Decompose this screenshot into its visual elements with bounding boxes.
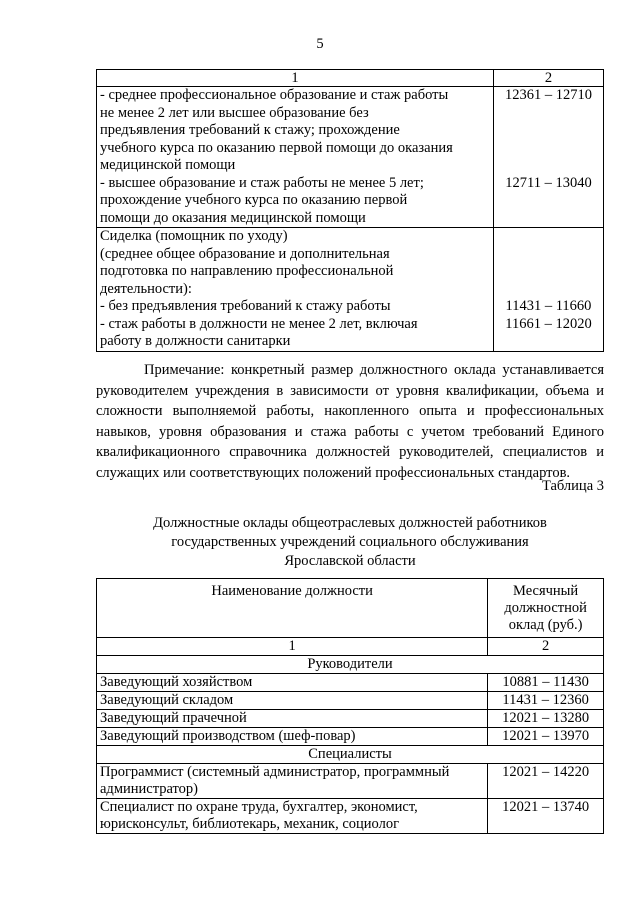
table-row xyxy=(97,228,604,352)
text-line: не менее 2 лет или высшее образование без xyxy=(100,104,369,121)
table-row xyxy=(97,728,604,746)
salary-range: 12361 – 12710 xyxy=(504,87,592,103)
text-line: медицинской помощи xyxy=(100,157,236,173)
salary-range: 12021 – 13740 xyxy=(488,799,604,834)
section-row xyxy=(97,746,604,764)
position-name xyxy=(97,764,488,799)
table-header-row xyxy=(97,70,604,87)
salary-range: 11431 – 12360 xyxy=(488,692,604,710)
text-line: Специалист по охране труда, бухгалтер, экономист, xyxy=(100,799,418,815)
position-name: Заведующий складом xyxy=(97,692,488,710)
salary-range: 11661 – 12020 xyxy=(505,315,592,332)
section-heading: Руководители xyxy=(97,656,604,674)
text-line: помощи до оказания медицинской помощи xyxy=(100,209,366,226)
text-line: - среднее профессиональное образование и стаж работы xyxy=(100,87,449,103)
salary-cell xyxy=(493,87,603,228)
column-number-1: 1 xyxy=(97,70,494,87)
text-line: - высшее образование и стаж работы не менее 5 лет; xyxy=(100,174,424,191)
text-line: Программист (системный администратор, программный xyxy=(100,764,450,780)
table-title xyxy=(96,514,604,571)
text-line: администратор) xyxy=(100,781,199,797)
text-line: учебного курса по оказанию первой помощи до оказания xyxy=(100,139,453,156)
column-number-row xyxy=(97,638,604,656)
header-line: должностной xyxy=(504,600,587,616)
column-number-2: 2 xyxy=(493,70,603,87)
note-paragraph xyxy=(96,360,604,483)
salary-range: 12021 – 13970 xyxy=(488,728,604,746)
table-header-row xyxy=(97,579,604,638)
requirements-cell xyxy=(97,87,494,228)
table-row xyxy=(97,87,604,228)
section-heading: Специалисты xyxy=(97,746,604,764)
position-name: Заведующий прачечной xyxy=(97,710,488,728)
title-line: Должностные оклады общеотраслевых должностей работников xyxy=(153,515,547,531)
qualification-table-continued xyxy=(96,69,604,352)
section-row xyxy=(97,656,604,674)
salary-range: 12711 – 13040 xyxy=(505,174,592,191)
text-line: подготовка по направлению профессиональной xyxy=(100,263,394,279)
text-line: - стаж работы в должности не менее 2 лет, включая xyxy=(100,315,418,332)
table-row xyxy=(97,710,604,728)
note-text: Примечание: конкретный размер должностного оклада устанавливается руководителем учреждения в зависимости от уровня квалификации, объема и сложности выполняемой работы, накопленного опыта и профессиональных навыков, уровня образования и стажа работы с учетом требований Единого квалификационного справочника должностей руководителей, специалистов и служащих или соответствующих положений профессиональных стандартов. xyxy=(96,362,604,481)
text-line: прохождение учебного курса по оказанию первой xyxy=(100,192,408,208)
text-line: предъявления требований к стажу; прохождение xyxy=(100,122,400,138)
salary-range: 12021 – 13280 xyxy=(488,710,604,728)
salary-cell xyxy=(493,228,603,352)
salary-range: 11431 – 11660 xyxy=(505,298,592,314)
table-row xyxy=(97,799,604,834)
text-line: Сиделка (помощник по уходу) xyxy=(100,228,288,244)
table-row xyxy=(97,692,604,710)
title-line: Ярославской области xyxy=(284,553,416,569)
header-line: оклад (руб.) xyxy=(508,617,583,633)
text-line: работу в должности санитарки xyxy=(100,333,291,349)
requirements-cell xyxy=(97,228,494,352)
text-line: (среднее общее образование и дополнительная xyxy=(100,245,390,262)
table-label: Таблица 3 xyxy=(541,478,604,494)
position-name: Заведующий производством (шеф-повар) xyxy=(97,728,488,746)
position-name-header: Наименование должности xyxy=(97,579,488,638)
column-number-1: 1 xyxy=(97,638,488,656)
text-line: деятельности): xyxy=(100,280,192,297)
title-line: государственных учреждений социального обслуживания xyxy=(171,534,529,550)
salary-table xyxy=(96,578,604,834)
position-name: Заведующий хозяйством xyxy=(97,674,488,692)
text-line: юрисконсульт, библиотекарь, механик, социолог xyxy=(100,816,400,832)
page-number: 5 xyxy=(316,36,324,52)
salary-range: 12021 – 14220 xyxy=(488,764,604,799)
header-line: Месячный xyxy=(513,583,579,599)
monthly-salary-header xyxy=(488,579,604,638)
position-name xyxy=(97,799,488,834)
salary-range: 10881 – 11430 xyxy=(488,674,604,692)
column-number-2: 2 xyxy=(488,638,604,656)
table-row xyxy=(97,764,604,799)
table-row xyxy=(97,674,604,692)
text-line: - без предъявления требований к стажу работы xyxy=(100,298,391,314)
